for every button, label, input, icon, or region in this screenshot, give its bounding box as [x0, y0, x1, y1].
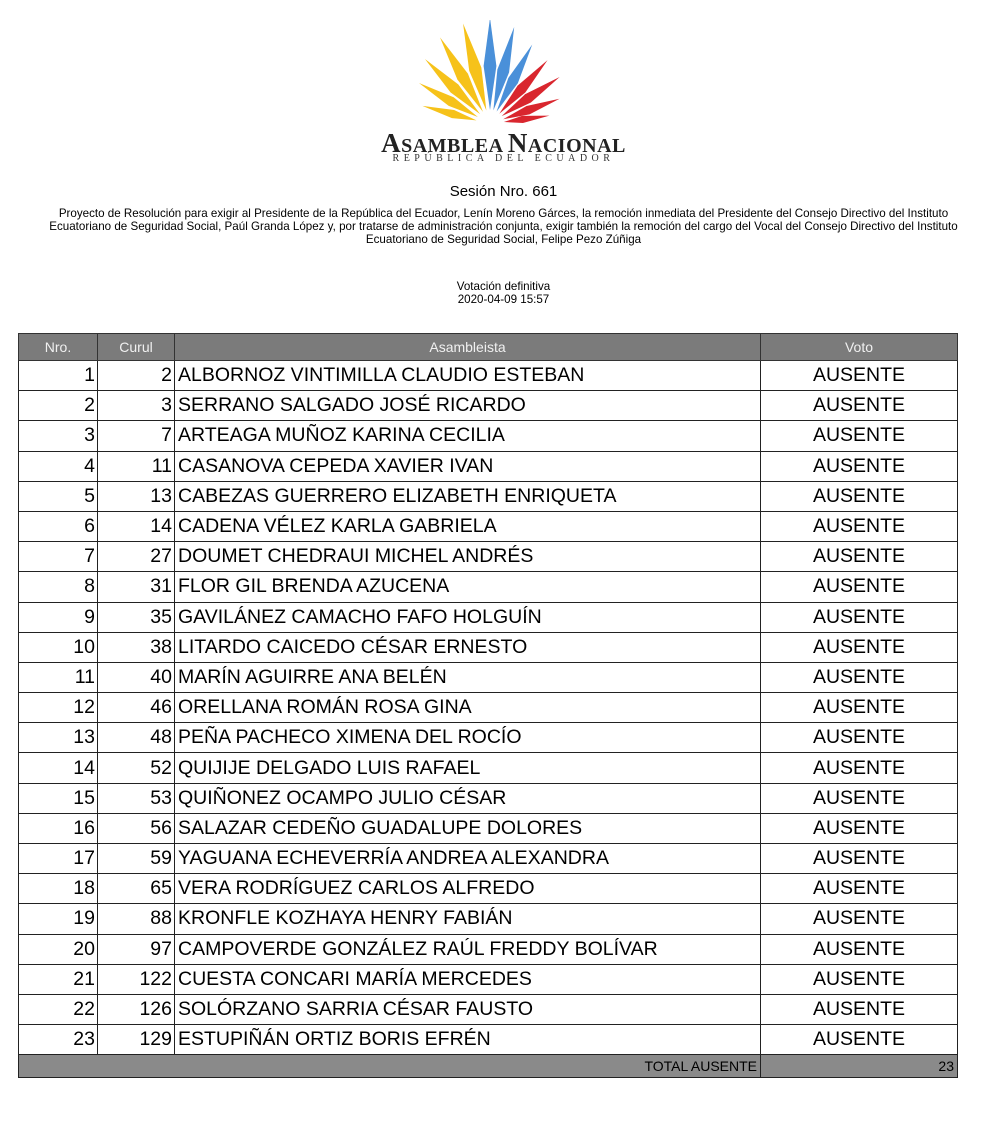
row-nro: 20 [19, 934, 98, 964]
table-row [19, 1025, 958, 1055]
row-voto: AUSENTE [761, 542, 958, 572]
table-row [19, 632, 958, 662]
table-row [19, 451, 958, 481]
row-curul: 129 [98, 1025, 175, 1055]
row-curul: 56 [98, 813, 175, 843]
row-asambleista: CAMPOVERDE GONZÁLEZ RAÚL FREDDY BOLÍVAR [175, 934, 761, 964]
row-nro: 19 [19, 904, 98, 934]
row-voto: AUSENTE [761, 723, 958, 753]
table-row [19, 693, 958, 723]
table-row [19, 783, 958, 813]
row-curul: 48 [98, 723, 175, 753]
total-row [19, 1055, 958, 1078]
row-voto: AUSENTE [761, 994, 958, 1024]
row-voto: AUSENTE [761, 693, 958, 723]
row-curul: 97 [98, 934, 175, 964]
table-row [19, 844, 958, 874]
row-voto: AUSENTE [761, 874, 958, 904]
row-nro: 9 [19, 602, 98, 632]
row-curul: 14 [98, 511, 175, 541]
row-nro: 10 [19, 632, 98, 662]
row-asambleista: SOLÓRZANO SARRIA CÉSAR FAUSTO [175, 994, 761, 1024]
row-curul: 11 [98, 451, 175, 481]
row-nro: 7 [19, 542, 98, 572]
row-nro: 3 [19, 421, 98, 451]
table-row [19, 813, 958, 843]
brand-name: ASAMBLEA NACIONAL [381, 128, 626, 158]
session-title: Sesión Nro. 661 [449, 183, 558, 200]
row-asambleista: CADENA VÉLEZ KARLA GABRIELA [175, 511, 761, 541]
row-voto: AUSENTE [761, 421, 958, 451]
row-voto: AUSENTE [761, 813, 958, 843]
row-asambleista: FLOR GIL BRENDA AZUCENA [175, 572, 761, 602]
row-asambleista: QUIJIJE DELGADO LUIS RAFAEL [175, 753, 761, 783]
table-row [19, 753, 958, 783]
table-row [19, 904, 958, 934]
row-nro: 16 [19, 813, 98, 843]
row-curul: 53 [98, 783, 175, 813]
row-curul: 38 [98, 632, 175, 662]
row-curul: 122 [98, 964, 175, 994]
row-asambleista: CUESTA CONCARI MARÍA MERCEDES [175, 964, 761, 994]
row-asambleista: VERA RODRÍGUEZ CARLOS ALFREDO [175, 874, 761, 904]
row-voto: AUSENTE [761, 844, 958, 874]
row-curul: 59 [98, 844, 175, 874]
row-asambleista: CABEZAS GUERRERO ELIZABETH ENRIQUETA [175, 481, 761, 511]
row-curul: 7 [98, 421, 175, 451]
table-row [19, 723, 958, 753]
row-voto: AUSENTE [761, 451, 958, 481]
row-voto: AUSENTE [761, 964, 958, 994]
row-asambleista: ESTUPIÑÁN ORTIZ BORIS EFRÉN [175, 1025, 761, 1055]
table-row [19, 964, 958, 994]
row-nro: 8 [19, 572, 98, 602]
row-asambleista: YAGUANA ECHEVERRÍA ANDREA ALEXANDRA [175, 844, 761, 874]
row-nro: 11 [19, 662, 98, 692]
row-voto: AUSENTE [761, 391, 958, 421]
row-curul: 126 [98, 994, 175, 1024]
table-row [19, 874, 958, 904]
row-asambleista: ALBORNOZ VINTIMILLA CLAUDIO ESTEBAN [175, 361, 761, 391]
table-row [19, 511, 958, 541]
row-nro: 14 [19, 753, 98, 783]
table-row [19, 662, 958, 692]
row-curul: 13 [98, 481, 175, 511]
row-nro: 4 [19, 451, 98, 481]
row-asambleista: KRONFLE KOZHAYA HENRY FABIÁN [175, 904, 761, 934]
total-label: TOTAL AUSENTE [19, 1055, 761, 1078]
brand-subtitle: REPÚBLICA DEL ECUADOR [392, 153, 615, 164]
row-voto: AUSENTE [761, 361, 958, 391]
row-voto: AUSENTE [761, 753, 958, 783]
table-row [19, 481, 958, 511]
row-asambleista: SALAZAR CEDEÑO GUADALUPE DOLORES [175, 813, 761, 843]
row-curul: 88 [98, 904, 175, 934]
row-nro: 22 [19, 994, 98, 1024]
row-voto: AUSENTE [761, 662, 958, 692]
row-nro: 18 [19, 874, 98, 904]
vote-datetime: 2020-04-09 15:57 [457, 293, 550, 306]
table-row [19, 602, 958, 632]
row-voto: AUSENTE [761, 481, 958, 511]
row-curul: 40 [98, 662, 175, 692]
row-curul: 31 [98, 572, 175, 602]
row-asambleista: LITARDO CAICEDO CÉSAR ERNESTO [175, 632, 761, 662]
column-header-nro: Nro. [19, 334, 98, 361]
row-asambleista: SERRANO SALGADO JOSÉ RICARDO [175, 391, 761, 421]
asamblea-nacional-logo [382, 20, 592, 132]
table-row [19, 421, 958, 451]
table-row [19, 391, 958, 421]
column-header-curul: Curul [98, 334, 175, 361]
vote-type: Votación definitiva [456, 280, 551, 293]
row-voto: AUSENTE [761, 632, 958, 662]
row-curul: 52 [98, 753, 175, 783]
row-curul: 2 [98, 361, 175, 391]
row-asambleista: CASANOVA CEPEDA XAVIER IVAN [175, 451, 761, 481]
row-asambleista: ARTEAGA MUÑOZ KARINA CECILIA [175, 421, 761, 451]
resolution-description: Proyecto de Resolución para exigir al Presidente de la República del Ecuador, Lenín Moreno Gárces, la remoción inmediata del Presidente del Consejo Directivo del Instituto Ecuatoriano de Seguridad Social, Paúl Granda López y, por tratarse de administración conjunta, exigir también la remoción del cargo del Vocal del Consejo Directivo del Instituto Ecuatoriano de Seguridad Social, Felipe Pezo Zúñiga [49, 207, 958, 246]
row-asambleista: QUIÑONEZ OCAMPO JULIO CÉSAR [175, 783, 761, 813]
row-nro: 17 [19, 844, 98, 874]
column-header-asambleista: Asambleista [175, 334, 761, 361]
row-asambleista: PEÑA PACHECO XIMENA DEL ROCÍO [175, 723, 761, 753]
row-nro: 13 [19, 723, 98, 753]
row-nro: 21 [19, 964, 98, 994]
table-row [19, 934, 958, 964]
row-voto: AUSENTE [761, 572, 958, 602]
total-value: 23 [761, 1055, 958, 1078]
row-nro: 15 [19, 783, 98, 813]
row-curul: 27 [98, 542, 175, 572]
vote-results-table [18, 333, 958, 1078]
row-nro: 12 [19, 693, 98, 723]
row-voto: AUSENTE [761, 602, 958, 632]
table-header-row [19, 334, 958, 361]
row-voto: AUSENTE [761, 783, 958, 813]
row-asambleista: ORELLANA ROMÁN ROSA GINA [175, 693, 761, 723]
row-nro: 1 [19, 361, 98, 391]
row-asambleista: MARÍN AGUIRRE ANA BELÉN [175, 662, 761, 692]
row-voto: AUSENTE [761, 511, 958, 541]
row-nro: 23 [19, 1025, 98, 1055]
row-nro: 6 [19, 511, 98, 541]
row-voto: AUSENTE [761, 1025, 958, 1055]
row-asambleista: DOUMET CHEDRAUI MICHEL ANDRÉS [175, 542, 761, 572]
table-row [19, 994, 958, 1024]
table-row [19, 572, 958, 602]
row-curul: 3 [98, 391, 175, 421]
table-row [19, 542, 958, 572]
row-voto: AUSENTE [761, 934, 958, 964]
row-curul: 46 [98, 693, 175, 723]
row-voto: AUSENTE [761, 904, 958, 934]
row-curul: 35 [98, 602, 175, 632]
logo-petal [484, 20, 497, 110]
row-nro: 2 [19, 391, 98, 421]
column-header-voto: Voto [761, 334, 958, 361]
row-curul: 65 [98, 874, 175, 904]
row-asambleista: GAVILÁNEZ CAMACHO FAFO HOLGUÍN [175, 602, 761, 632]
table-row [19, 361, 958, 391]
row-nro: 5 [19, 481, 98, 511]
